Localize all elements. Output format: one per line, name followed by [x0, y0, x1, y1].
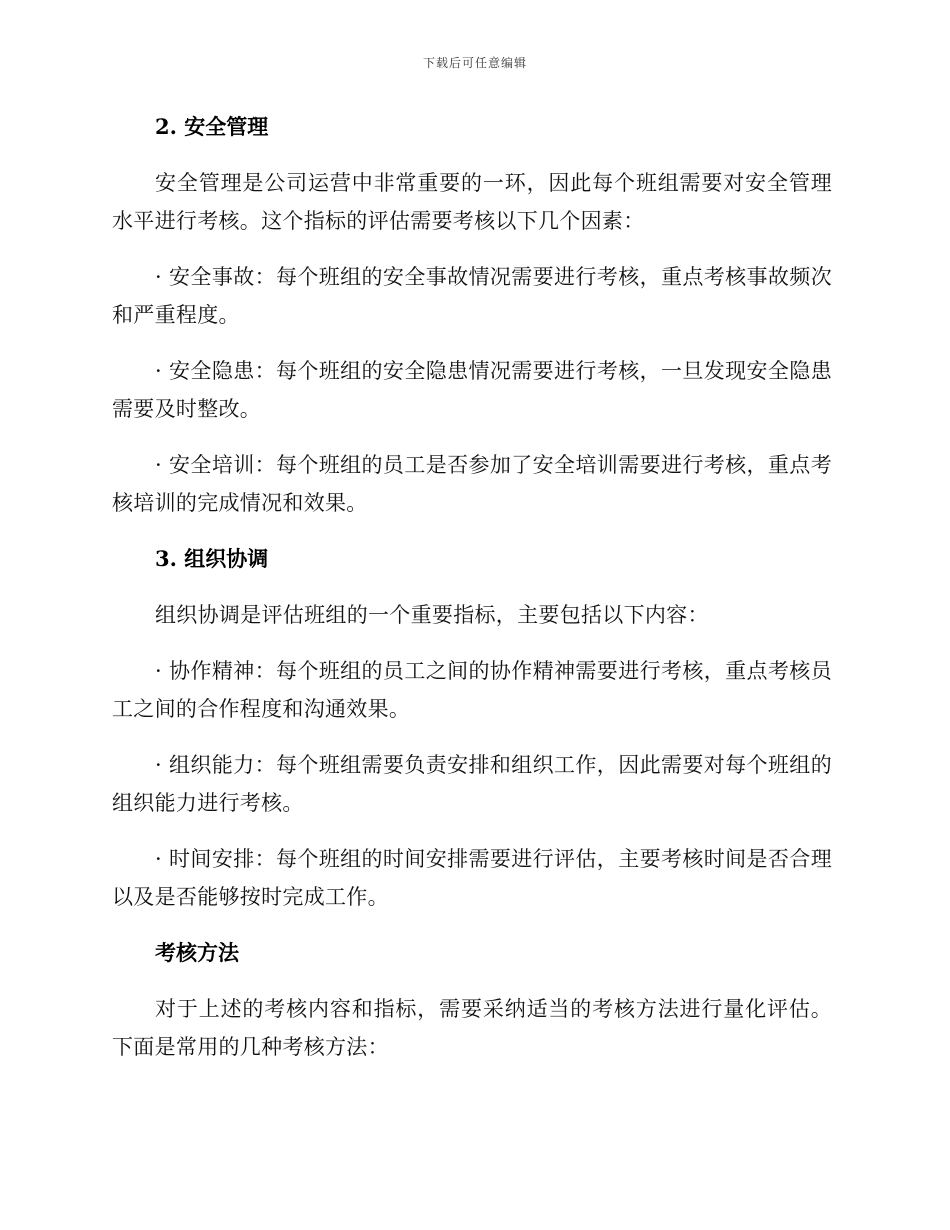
- section-heading-safety: 2. 安全管理: [155, 114, 269, 139]
- section-heading-methods: 考核方法: [155, 940, 239, 965]
- safety-accident-item: · 安全事故：每个班组的安全事故情况需要进行考核，重点考核事故频次和严重程度。: [112, 265, 832, 327]
- methods-intro-paragraph: 对于上述的考核内容和指标，需要采纳适当的考核方法进行量化评估。下面是常用的几种考核方法：: [112, 997, 832, 1059]
- coordination-organization-item: · 组织能力：每个班组需要负责安排和组织工作，因此需要对每个班组的组织能力进行考核。: [112, 753, 832, 815]
- page-header: 下载后可任意编辑: [422, 56, 527, 70]
- coordination-teamwork-item: · 协作精神：每个班组的员工之间的协作精神需要进行考核，重点考核员工之间的合作程度和沟通效果。: [112, 659, 832, 721]
- coordination-intro-paragraph: 组织协调是评估班组的一个重要指标，主要包括以下内容：: [155, 603, 709, 627]
- safety-hazard-item: · 安全隐患：每个班组的安全隐患情况需要进行考核，一旦发现安全隐患需要及时整改。: [112, 359, 832, 421]
- section-heading-coordination: 3. 组织协调: [155, 546, 269, 571]
- safety-training-item: · 安全培训：每个班组的员工是否参加了安全培训需要进行考核，重点考核培训的完成情况和效果。: [112, 453, 832, 515]
- coordination-schedule-item: · 时间安排：每个班组的时间安排需要进行评估，主要考核时间是否合理以及是否能够按时完成工作。: [112, 847, 832, 909]
- safety-intro-paragraph: 安全管理是公司运营中非常重要的一环，因此每个班组需要对安全管理水平进行考核。这个指标的评估需要考核以下几个因素：: [112, 171, 832, 233]
- document-body: [112, 108, 832, 1084]
